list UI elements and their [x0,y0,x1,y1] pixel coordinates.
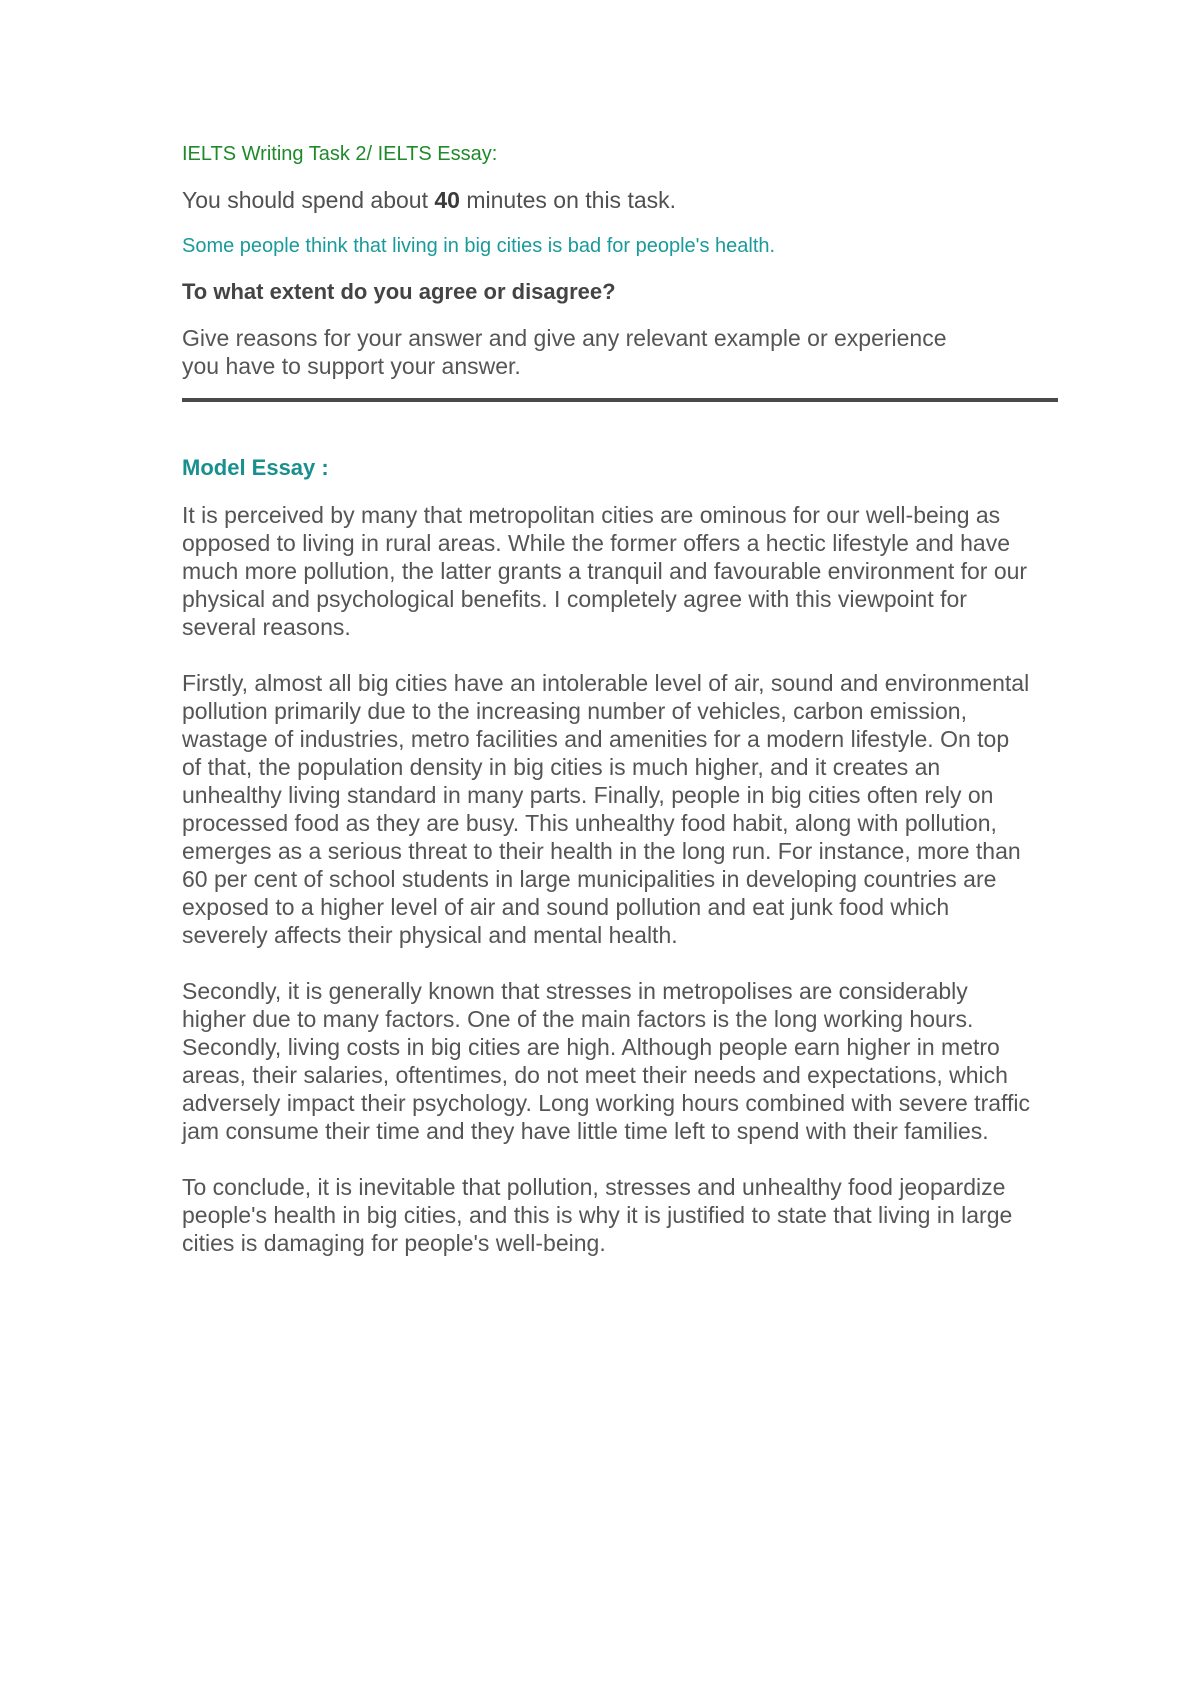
essay-prompt: Some people think that living in big cities is bad for people's health. [182,235,776,257]
section-divider [182,398,1058,402]
essay-paragraph-intro: It is perceived by many that metropolitan cities are ominous for our well-being as opposed to living in rural areas. While the former offers a hectic lifestyle and have much more pollution, the latter grants a tranquil and favourable environment for our physical and psychological benefits. I completely agree with this viewpoint for several reasons. [182,502,1028,640]
instruction-minutes: 40 [434,187,460,213]
answer-instruction: Give reasons for your answer and give any relevant example or experience you have to support your answer. [182,325,947,379]
time-instruction [182,186,1062,214]
essay-paragraph-conclusion: To conclude, it is inevitable that pollution, stresses and unhealthy food jeopardize people's health in big cities, and this is why it is justified to state that living in large cities is damaging for people's well-being. [182,1174,1013,1256]
instruction-before: You should spend about [182,187,435,213]
task-header: IELTS Writing Task 2/ IELTS Essay: [182,143,498,165]
instruction-after: minutes on this task. [459,187,677,213]
model-essay-title: Model Essay : [182,455,329,480]
document-page [182,140,1062,1285]
essay-paragraph-body-2: Secondly, it is generally known that stresses in metropolises are considerably higher due to many factors. One of the main factors is the long working hours. Secondly, living costs in big cities are high. Although people earn higher in metro areas, their salaries, oftentimes, do not meet their needs and expectations, which adversely impact their psychology. Long working hours combined with severe traffic jam consume their time and they have little time left to spend with their families. [182,978,1031,1144]
essay-paragraph-body-1: Firstly, almost all big cities have an intolerable level of air, sound and environmental pollution primarily due to the increasing number of vehicles, carbon emission, wastage of industries, metro facilities and amenities for a modern lifestyle. On top of that, the population density in big cities is much higher, and it creates an unhealthy living standard in many parts. Finally, people in big cities often rely on processed food as they are busy. This unhealthy food habit, along with pollution, emerges as a serious threat to their health in the long run. For instance, more than 60 per cent of school students in large municipalities in developing countries are exposed to a higher level of air and sound pollution and eat junk food which severely affects their physical and mental health. [182,670,1030,948]
essay-question: To what extent do you agree or disagree? [182,279,616,304]
model-essay-body [182,501,1062,1257]
